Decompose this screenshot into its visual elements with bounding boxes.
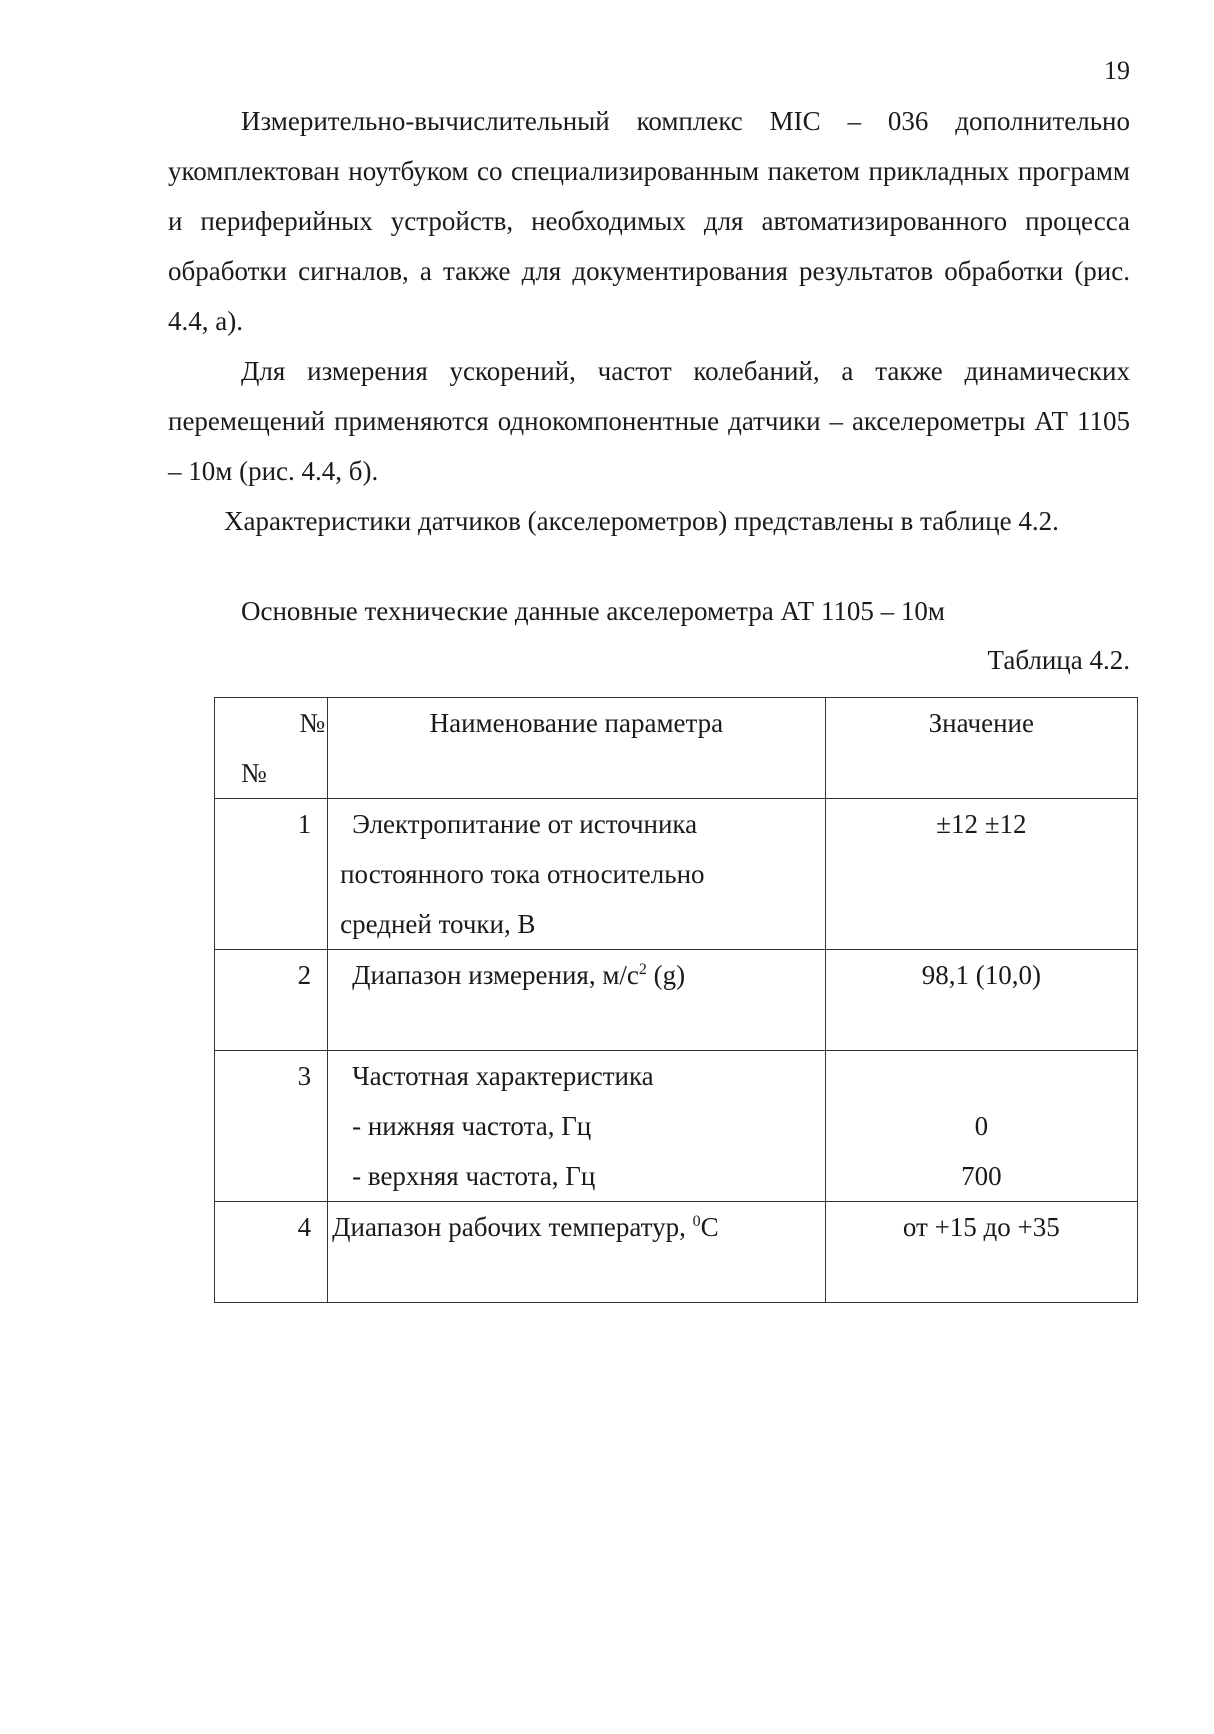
row-value: 98,1 (10,0) [825,950,1137,1051]
paragraph-sensors: Для измерения ускорений, частот колебаний, а также динамических перемещений применяются однокомпонентные датчики – акселерометры АТ 1105 – 10м (рис. 4.4, б). [168,356,1130,486]
row-parameter [328,799,826,950]
row-number: 4 [215,1202,328,1303]
table-caption: Основные технические данные акселерометра АТ 1105 – 10м [241,596,945,626]
table-row [215,799,1138,950]
parameter-line: - верхняя частота, Гц [352,1161,596,1191]
page-number: 19 [1104,56,1130,85]
header-value: Значение [825,698,1137,799]
table-label: Таблица 4.2. [987,645,1130,675]
table-header-row [215,698,1138,799]
row-parameter [328,1051,826,1202]
row-value [825,1051,1137,1202]
paragraph-intro: Измерительно-вычислительный комплекс MIC – 036 дополнительно укомплектован ноутбуком со специализированным пакетом прикладных программ и периферийных устройств, необходимых для автоматизированного процесса обработки сигналов, а также для документирования результатов обработки (рис. 4.4, а). [168,106,1130,336]
superscript: 2 [638,961,647,978]
parameter-line: Электропитание от источника [352,809,698,839]
row-parameter [328,950,826,1051]
header-number-symbol-second: № [241,758,267,788]
table-row [215,950,1138,1051]
row-number: 2 [215,950,328,1051]
value-line: 0 [974,1111,989,1141]
parameter-line: средней точки, В [340,909,536,939]
parameter-text: Диапазон измерения, м/с [352,960,639,990]
value-line: 700 [961,1161,1002,1191]
row-number: 1 [215,799,328,950]
table-row [215,1051,1138,1202]
superscript: 0 [692,1213,701,1230]
row-number: 3 [215,1051,328,1202]
header-parameter-name: Наименование параметра [328,698,826,799]
value-line [826,1051,1137,1101]
parameter-line: - нижняя частота, Гц [352,1111,592,1141]
specifications-table [214,697,1138,1303]
parameter-text-suffix: С [700,1212,719,1242]
row-parameter [328,1202,826,1303]
paragraph-table-reference: Характеристики датчиков (акселерометров) представлены в таблице 4.2. [224,506,1059,536]
table-row [215,1202,1138,1303]
row-value: ±12 ±12 [825,799,1137,950]
header-number-symbol: № [299,708,326,738]
row-value: от +15 до +35 [825,1202,1137,1303]
parameter-line [332,1202,825,1252]
parameter-line: постоянного тока относительно [340,859,705,889]
parameter-line: Частотная характеристика [352,1061,654,1091]
header-number-cell [215,698,328,799]
parameter-line [340,950,825,1000]
parameter-text: Диапазон рабочих температур, [332,1212,693,1242]
parameter-text-suffix: (g) [646,960,686,990]
